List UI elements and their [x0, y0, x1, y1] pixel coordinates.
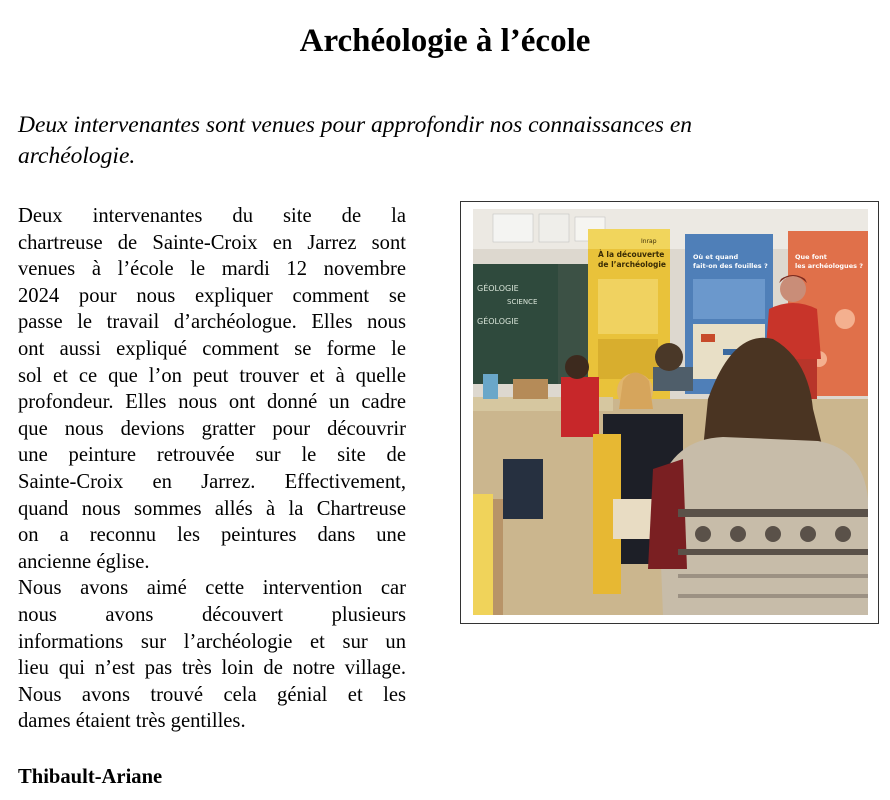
body-line: dames étaient très gentilles.: [18, 710, 246, 733]
lead-line: archéologie.: [18, 143, 136, 169]
body-line: quand nous sommes allés à la Chartreuse: [18, 497, 406, 520]
body-line: nous avons découvert plusieurs: [18, 603, 406, 626]
body-line: passe le travail d’archéologue. Elles nous: [18, 311, 406, 334]
body-line: Sainte-Croix en Jarrez. Effectivement,: [18, 470, 406, 493]
body-line: profondeur. Elles nous ont donné un cadre: [18, 391, 406, 414]
body-line: ont aussi expliqué comment se forme le: [18, 337, 406, 360]
svg-text:de l’archéologie: de l’archéologie: [598, 260, 667, 269]
article-title: Archéologie à l’école: [299, 23, 591, 59]
body-line: que nous devions gratter pour découvrir: [18, 417, 406, 440]
banner-logo: Inrap: [641, 238, 657, 245]
body-line: on a reconnu les peintures dans une: [18, 524, 406, 547]
body-line: une peinture retrouvée sur le site de: [18, 444, 406, 467]
svg-text:Que font: Que font: [795, 253, 827, 261]
article-lead: [18, 110, 818, 172]
body-line: sol et ce que l’on peut trouver et à quelle: [18, 364, 406, 387]
body-line: ancienne église.: [18, 550, 150, 573]
author-signature: Thibault-Ariane: [18, 766, 163, 788]
photo-frame: [460, 201, 879, 624]
blackboard-text: GÉOLOGIE: [477, 317, 519, 326]
body-line: Nous avons aimé cette intervention car: [18, 577, 406, 600]
svg-text:À la découverte: À la découverte: [598, 250, 665, 259]
classroom-photo: [473, 209, 868, 615]
body-line: Nous avons trouvé cela génial et les: [18, 683, 406, 706]
svg-text:Où et quand: Où et quand: [693, 253, 739, 261]
body-line: chartreuse de Sainte-Croix en Jarrez sont: [18, 231, 406, 254]
body-line: informations sur l’archéologie et sur un: [18, 630, 406, 653]
body-line: lieu qui n’est pas très loin de notre village.: [18, 657, 406, 680]
lead-line: Deux intervenantes sont venues pour approfondir nos connaissances en: [18, 112, 692, 138]
svg-text:fait-on des fouilles ?: fait-on des fouilles ?: [693, 262, 768, 270]
body-line: 2024 pour nous expliquer comment se: [18, 284, 406, 307]
article-body: [18, 203, 406, 735]
blackboard-text: SCIENCE: [507, 298, 538, 306]
body-line: Deux intervenantes du site de la: [18, 205, 406, 227]
svg-text:les archéologues ?: les archéologues ?: [795, 262, 863, 270]
body-line: venues à l’école le mardi 12 novembre: [18, 258, 406, 281]
blackboard-text: GÉOLOGIE: [477, 284, 519, 293]
